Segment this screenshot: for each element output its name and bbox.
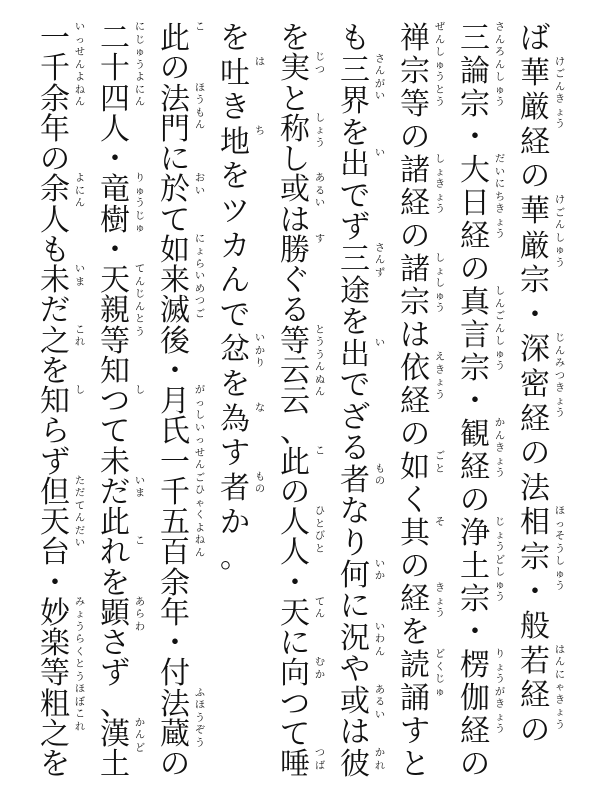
glyph: 之: [40, 716, 70, 752]
glyph: 付: [160, 656, 190, 692]
glyph: 界: [340, 84, 370, 120]
glyph: 天: [100, 263, 130, 298]
glyph: ・: [100, 232, 130, 268]
glyph: 禅: [400, 21, 430, 56]
glyph: 忿: [220, 332, 250, 368]
glyph: 月: [160, 384, 190, 419]
glyph: 宗: [460, 87, 490, 122]
glyph: 称: [280, 111, 310, 147]
glyph: 千: [40, 51, 70, 87]
glyph: 未: [40, 263, 70, 298]
glyph: 人: [40, 202, 70, 238]
glyph: 宗: [520, 540, 550, 575]
glyph: に: [280, 626, 310, 661]
glyph: 相: [520, 505, 550, 541]
glyph: は: [340, 715, 370, 751]
glyph: 滅: [160, 293, 190, 329]
glyph: 地: [220, 124, 250, 160]
glyph: 経: [520, 124, 550, 160]
glyph: 人: [280, 505, 310, 540]
glyph: を: [220, 159, 250, 195]
glyph: 後: [160, 323, 190, 359]
glyph: 粗: [40, 686, 70, 722]
furigana: あ る い: [375, 684, 385, 721]
furigana: い か: [375, 558, 385, 583]
glyph: 向: [280, 656, 310, 692]
furigana: は: [255, 56, 265, 68]
glyph: 厳: [520, 90, 550, 126]
glyph: す: [400, 714, 430, 749]
glyph: 千: [160, 474, 190, 510]
glyph: 云: [280, 353, 310, 389]
glyph: 、: [280, 414, 310, 450]
glyph: り: [340, 526, 370, 562]
glyph: 宗: [460, 351, 490, 386]
text-column: [98, 22, 156, 782]
glyph: つ: [280, 686, 310, 722]
glyph: 余: [160, 565, 190, 601]
furigana: さ ん ろ ん し ゅ う: [495, 22, 505, 108]
furigana: む か: [315, 657, 325, 681]
glyph: を: [340, 115, 370, 151]
glyph: る: [280, 293, 310, 329]
glyph: ・: [160, 626, 190, 661]
glyph: 云: [280, 384, 310, 419]
glyph: 諸: [400, 252, 430, 287]
glyph: に: [340, 589, 370, 625]
text-column: [158, 22, 216, 782]
glyph: の: [160, 51, 190, 87]
furigana: お い: [195, 173, 205, 197]
glyph: 或: [280, 172, 310, 208]
glyph: 此: [100, 505, 130, 540]
glyph: 十: [100, 51, 130, 87]
glyph: 日: [460, 186, 490, 221]
furigana: け ご ん し ゅ う: [555, 195, 565, 269]
glyph: 或: [340, 683, 370, 719]
glyph: 顕: [100, 595, 130, 631]
glyph: 経: [460, 219, 490, 254]
glyph: ・: [460, 120, 490, 155]
furigana: か ん き ょ う: [495, 418, 505, 479]
glyph: 彼: [340, 747, 370, 782]
glyph: を: [220, 21, 250, 56]
glyph: の: [400, 417, 430, 452]
glyph: ・: [520, 574, 550, 610]
glyph: 樹: [100, 202, 130, 238]
glyph: 等: [100, 323, 130, 359]
furigana: い か り: [255, 333, 265, 370]
glyph: だ: [100, 474, 130, 510]
glyph: 人: [280, 535, 310, 571]
glyph: 此: [160, 21, 190, 56]
glyph: し: [280, 142, 310, 177]
glyph: か: [220, 505, 250, 541]
glyph: 宗: [460, 582, 490, 617]
glyph: 法: [160, 81, 190, 117]
glyph: 宗: [520, 263, 550, 299]
glyph: カ: [220, 228, 250, 264]
glyph: 唾: [280, 747, 310, 782]
glyph: 諸: [400, 153, 430, 188]
glyph: 土: [460, 549, 490, 584]
furigana: り ゅ う じ ゅ: [135, 173, 145, 235]
glyph: 余: [40, 172, 70, 208]
glyph: 楞: [460, 648, 490, 683]
furigana: そ: [435, 517, 445, 528]
glyph: 来: [160, 263, 190, 298]
glyph: 何: [340, 557, 370, 593]
glyph: 等: [40, 656, 70, 692]
glyph: ざ: [340, 399, 370, 435]
glyph: 門: [160, 111, 190, 147]
glyph: 知: [100, 353, 130, 389]
text-column: [218, 22, 276, 782]
furigana: も の: [255, 471, 265, 496]
glyph: 勝: [280, 232, 310, 268]
glyph: 経: [400, 582, 430, 617]
glyph: 真: [460, 285, 490, 320]
furigana: い ま: [75, 264, 85, 288]
glyph: 誦: [400, 681, 430, 716]
glyph: ・: [160, 353, 190, 389]
furigana: た だ て ん だ い: [75, 475, 85, 550]
glyph: ツ: [220, 194, 250, 229]
text-column: [338, 22, 396, 782]
glyph: 三: [460, 21, 490, 56]
glyph: を: [100, 565, 130, 601]
glyph: 四: [100, 81, 130, 117]
glyph: す: [220, 436, 250, 472]
glyph: 如: [160, 232, 190, 268]
glyph: 余: [40, 81, 70, 117]
glyph: て: [160, 202, 190, 238]
furigana: り ょ う が き ょ う: [495, 649, 505, 735]
glyph: 経: [460, 714, 490, 749]
glyph: 等: [280, 323, 310, 359]
glyph: 言: [460, 318, 490, 353]
furigana: い ま: [135, 475, 145, 500]
glyph: の: [400, 120, 430, 155]
furigana: も の: [375, 463, 385, 488]
glyph: 法: [160, 686, 190, 722]
glyph: の: [460, 483, 490, 518]
glyph: ぐ: [280, 263, 310, 298]
glyph: と: [400, 747, 430, 782]
glyph: 台: [40, 535, 70, 571]
glyph: で: [220, 297, 250, 333]
glyph: の: [280, 474, 310, 510]
text-column: [278, 22, 336, 782]
furigana: あ ら わ: [135, 596, 145, 633]
furigana: こ れ: [75, 324, 85, 348]
furigana: し ょ う: [315, 112, 325, 149]
glyph: の: [520, 436, 550, 472]
glyph: 未: [100, 444, 130, 480]
glyph: を: [280, 21, 310, 56]
furigana: ち: [255, 125, 265, 137]
glyph: 大: [460, 153, 490, 188]
glyph: 深: [520, 332, 550, 368]
furigana: と う う ん ぬ ん: [315, 324, 325, 398]
glyph: を: [40, 747, 70, 782]
furigana: つ ば: [315, 748, 325, 772]
glyph: 年: [40, 111, 70, 147]
glyph: て: [100, 414, 130, 450]
glyph: ん: [220, 263, 250, 299]
glyph: も: [40, 232, 70, 268]
glyph: ・: [100, 142, 130, 177]
furigana: い: [375, 148, 385, 160]
glyph: の: [40, 142, 70, 177]
glyph: 妙: [40, 595, 70, 631]
glyph: き: [220, 90, 250, 126]
glyph: ・: [460, 615, 490, 650]
glyph: 漢: [100, 716, 130, 752]
furigana: し ん ご ん し ゅ う: [495, 286, 505, 372]
glyph: 天: [280, 595, 310, 631]
furigana: て ん: [315, 596, 325, 621]
glyph: 華: [520, 194, 550, 229]
furigana: し: [75, 385, 85, 396]
glyph: 伽: [460, 681, 490, 716]
furigana: じ ん み つ き ょ う: [555, 333, 565, 420]
furigana: し: [135, 385, 145, 396]
glyph: つ: [100, 384, 130, 419]
furigana: ほ う も ん: [195, 82, 205, 131]
glyph: く: [400, 483, 430, 518]
glyph: を: [40, 353, 70, 389]
glyph: 為: [220, 401, 250, 437]
glyph: 五: [160, 505, 190, 540]
glyph: ・: [40, 565, 70, 601]
glyph: 三: [340, 241, 370, 277]
furigana: え き ょ う: [435, 352, 445, 401]
glyph: や: [340, 652, 370, 688]
glyph: れ: [100, 535, 130, 571]
glyph: 依: [400, 351, 430, 386]
furigana: て ん じ ん と う: [135, 264, 145, 338]
glyph: 経: [400, 384, 430, 419]
glyph: 之: [40, 323, 70, 359]
glyph: 一: [40, 21, 70, 56]
glyph: の: [460, 747, 490, 782]
glyph: 者: [220, 470, 250, 506]
glyph: 況: [340, 620, 370, 656]
furigana: し ょ し ゅ う: [435, 253, 445, 314]
glyph: 論: [460, 54, 490, 89]
glyph: ず: [100, 656, 130, 692]
glyph: 此: [280, 444, 310, 480]
furigana: き ょ う: [435, 583, 445, 619]
furigana: ひ と び と: [315, 506, 325, 555]
glyph: も: [340, 21, 370, 56]
furigana: み ょ う ら く と う ほ ぼ こ れ: [75, 596, 85, 733]
glyph: ・: [520, 297, 550, 333]
furigana: ほ っ そ う し ゅ う: [555, 506, 565, 593]
glyph: ・: [460, 384, 490, 419]
furigana: が っ し い っ せ ん ご ひ ゃ く よ ね ん: [195, 385, 205, 559]
glyph: は: [400, 318, 430, 353]
glyph: 三: [340, 52, 370, 88]
glyph: 吐: [220, 55, 250, 91]
glyph: さ: [100, 626, 130, 661]
furigana: こ: [135, 536, 145, 548]
furigana: か れ: [375, 748, 385, 772]
glyph: 竜: [100, 172, 130, 208]
glyph: 氏: [160, 414, 190, 450]
glyph: 法: [520, 470, 550, 506]
furigana: け ご ん き ょ う: [555, 56, 565, 131]
glyph: 宗: [400, 54, 430, 89]
glyph: て: [280, 716, 310, 752]
furigana: な: [255, 402, 265, 414]
glyph: を: [340, 305, 370, 341]
glyph: で: [340, 178, 370, 214]
glyph: 等: [400, 87, 430, 122]
glyph: の: [400, 549, 430, 584]
furigana: こ: [315, 445, 325, 457]
furigana: ぜ ん し ゅ う と う: [435, 22, 445, 108]
furigana: い わ ん: [375, 621, 385, 658]
glyph: 其: [400, 516, 430, 551]
glyph: 実: [280, 51, 310, 87]
glyph: ず: [40, 444, 70, 480]
glyph: 経: [520, 678, 550, 714]
glyph: ・: [280, 565, 310, 601]
furigana: じ ょ う ど し ゅ う: [495, 517, 505, 603]
glyph: 親: [100, 293, 130, 329]
glyph: ら: [40, 414, 70, 450]
glyph: 於: [160, 172, 190, 208]
glyph: 途: [340, 273, 370, 309]
glyph: と: [280, 81, 310, 117]
text-column: [398, 22, 456, 782]
glyph: の: [520, 713, 550, 748]
glyph: 経: [400, 186, 430, 221]
glyph: ず: [340, 210, 370, 246]
furigana: い っ せ ん よ ね ん: [75, 22, 85, 108]
glyph: る: [340, 431, 370, 467]
furigana: に じ ゅ う よ に ん: [135, 22, 145, 108]
furigana: す: [315, 233, 325, 245]
glyph: は: [280, 202, 310, 238]
glyph: 楽: [40, 626, 70, 661]
glyph: の: [460, 252, 490, 287]
glyph: 経: [520, 401, 550, 437]
glyph: 土: [100, 747, 130, 782]
glyph: を: [400, 615, 430, 650]
glyph: 蔵: [160, 716, 190, 752]
glyph: を: [220, 367, 250, 402]
glyph: な: [340, 494, 370, 530]
glyph: 出: [340, 147, 370, 183]
glyph: の: [160, 747, 190, 782]
glyph: 者: [340, 462, 370, 498]
furigana: あ る い: [315, 173, 325, 210]
glyph: 知: [40, 384, 70, 419]
glyph: の: [400, 219, 430, 254]
furigana: し ょ き ょ う: [435, 154, 445, 215]
glyph: 人: [100, 111, 130, 147]
text-column: [458, 22, 516, 782]
glyph: 。: [220, 540, 250, 575]
glyph: 百: [160, 535, 190, 571]
glyph: 年: [160, 595, 190, 631]
furigana: ど く じ ゅ: [435, 649, 445, 698]
glyph: 華: [520, 55, 550, 91]
furigana: さ ん ず: [375, 242, 385, 279]
glyph: の: [520, 159, 550, 195]
glyph: で: [340, 368, 370, 404]
glyph: 如: [400, 450, 430, 485]
furigana: さ ん が い: [375, 53, 385, 103]
furigana: か ん ど: [135, 717, 145, 754]
glyph: 、: [100, 686, 130, 722]
glyph: 宗: [400, 285, 430, 320]
glyph: 観: [460, 417, 490, 452]
glyph: 出: [340, 336, 370, 372]
furigana: だ い に ち き ょ う: [495, 154, 505, 240]
glyph: 天: [40, 505, 70, 540]
glyph: 二: [100, 21, 130, 56]
glyph: 経: [460, 450, 490, 485]
furigana: ふ ほ う ぞ う: [195, 687, 205, 749]
furigana: こ: [195, 22, 205, 33]
furigana: ご と: [435, 451, 445, 475]
glyph: 浄: [460, 516, 490, 551]
glyph: 若: [520, 643, 550, 679]
glyph: 読: [400, 648, 430, 683]
glyph: ば: [520, 21, 550, 56]
furigana: は ん に ゃ き ょ う: [555, 644, 565, 731]
glyph: だ: [40, 293, 70, 329]
glyph: に: [160, 142, 190, 177]
glyph: 但: [40, 474, 70, 510]
text-column: [38, 22, 96, 782]
furigana: じ つ: [315, 52, 325, 76]
furigana: に ょ ら い め つ ご: [195, 233, 205, 320]
furigana: い: [375, 337, 385, 349]
glyph: 密: [520, 367, 550, 402]
glyph: 一: [160, 444, 190, 480]
glyph: 般: [520, 609, 550, 645]
glyph: 厳: [520, 228, 550, 264]
furigana: よ に ん: [75, 173, 85, 210]
text-column: [518, 22, 576, 782]
